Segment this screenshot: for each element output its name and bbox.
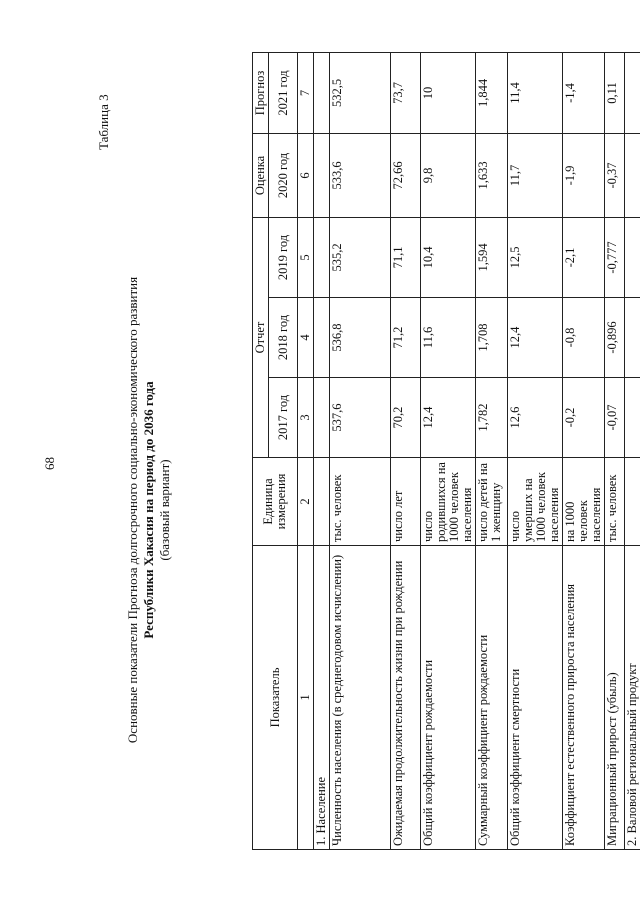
row-value: 71,2: [391, 298, 421, 378]
row-unit: тыс. человек: [605, 458, 625, 546]
row-indicator: Численность населения (в среднегодовом исчислении): [330, 546, 391, 850]
row-value: 1,782: [476, 378, 508, 458]
row-value: -1,9: [563, 133, 605, 217]
row-value: -0,2: [563, 378, 605, 458]
row-unit: число умерших на 1000 человек населения: [508, 458, 563, 546]
row-value: 537,6: [330, 378, 391, 458]
row-value: -0,37: [605, 133, 625, 217]
row-indicator: Коэффициент естественного прироста населения: [563, 546, 605, 850]
row-value: 10,4: [421, 217, 476, 297]
col-number: 6: [298, 133, 314, 217]
row-unit: число детей на 1 женщину: [476, 458, 508, 546]
row-value: -2,1: [563, 217, 605, 297]
section-row: [314, 52, 330, 849]
row-value: -0,777: [605, 217, 625, 297]
row-value: 11,4: [508, 52, 563, 133]
table-row: [563, 52, 605, 849]
header-year-2021: 2021 год: [269, 52, 298, 133]
table-row: [508, 52, 563, 849]
section-row: [625, 52, 640, 849]
col-number: 3: [298, 378, 314, 458]
header-year-2019: 2019 год: [269, 217, 298, 297]
col-number: 2: [298, 458, 314, 546]
row-value: 1,633: [476, 133, 508, 217]
row-value: 10: [421, 52, 476, 133]
title-line-2: Республики Хакасия на период до 2036 года: [141, 381, 156, 639]
row-unit: число родившихся на 1000 человек населения: [421, 458, 476, 546]
row-indicator: Общий коэффициент смертности: [508, 546, 563, 850]
row-indicator: Ожидаемая продолжительность жизни при рождении: [391, 546, 421, 850]
row-indicator: Суммарный коэффициент рождаемости: [476, 546, 508, 850]
table-row: [391, 52, 421, 849]
section-title: 1. Население: [314, 546, 330, 850]
header-estimate: Оценка: [253, 133, 269, 217]
header-year-2017: 2017 год: [269, 378, 298, 458]
document-title: [125, 140, 173, 880]
col-number: 7: [298, 52, 314, 133]
row-unit: на 1000 человек населения: [563, 458, 605, 546]
header-year-2018: 2018 год: [269, 298, 298, 378]
col-number: 5: [298, 217, 314, 297]
row-value: -0,07: [605, 378, 625, 458]
header-report: Отчет: [253, 217, 269, 457]
row-value: 73,7: [391, 52, 421, 133]
header-unit: Единица измерения: [253, 458, 298, 546]
row-indicator: Миграционный прирост (убыль): [605, 546, 625, 850]
section-title: 2. Валовой региональный продукт: [625, 546, 640, 850]
table-row: [330, 52, 391, 849]
header-row-1: [253, 52, 269, 849]
header-indicator: Показатель: [253, 546, 298, 850]
row-value: 533,6: [330, 133, 391, 217]
title-line-3: (базовый вариант): [157, 459, 172, 561]
row-value: 532,5: [330, 52, 391, 133]
header-forecast: Прогноз: [253, 52, 269, 133]
row-unit: тыс. человек: [330, 458, 391, 546]
row-value: -0,896: [605, 298, 625, 378]
row-value: 12,4: [421, 378, 476, 458]
header-year-2020: 2020 год: [269, 133, 298, 217]
col-number: 1: [298, 546, 314, 850]
row-value: -1,4: [563, 52, 605, 133]
row-value: 1,594: [476, 217, 508, 297]
indicators-table: [252, 52, 640, 850]
row-value: 536,8: [330, 298, 391, 378]
col-number: 4: [298, 298, 314, 378]
row-value: 1,708: [476, 298, 508, 378]
row-value: 11,6: [421, 298, 476, 378]
row-value: 12,5: [508, 217, 563, 297]
row-value: -0,8: [563, 298, 605, 378]
table-row: [605, 52, 625, 849]
row-value: 12,6: [508, 378, 563, 458]
row-value: 71,1: [391, 217, 421, 297]
row-value: 72,66: [391, 133, 421, 217]
row-indicator: Общий коэффициент рождаемости: [421, 546, 476, 850]
row-unit: число лет: [391, 458, 421, 546]
table-row: [476, 52, 508, 849]
row-value: 70,2: [391, 378, 421, 458]
table-label: Таблица 3: [96, 94, 111, 150]
column-number-row: [298, 52, 314, 849]
row-value: 11,7: [508, 133, 563, 217]
table-row: [421, 52, 476, 849]
indicators-table-wrapper: [252, 53, 640, 850]
row-value: 9,8: [421, 133, 476, 217]
title-line-1: Основные показатели Прогноза долгосрочного социально-экономического развития: [125, 276, 140, 744]
row-value: 535,2: [330, 217, 391, 297]
page-number: 68: [42, 457, 57, 470]
row-value: 0,11: [605, 52, 625, 133]
row-value: 1,844: [476, 52, 508, 133]
row-value: 12,4: [508, 298, 563, 378]
